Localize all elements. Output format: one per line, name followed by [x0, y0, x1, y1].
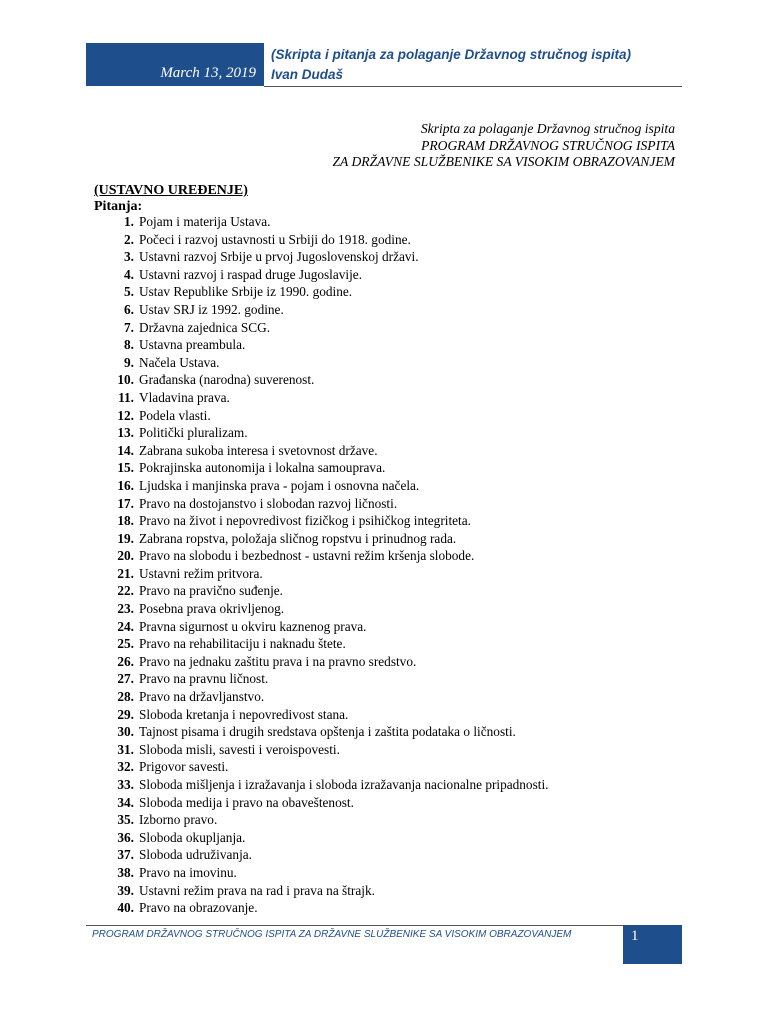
question-number: 34.	[117, 794, 134, 810]
title-line-1: Skripta za polaganje Državnog stručnog ispita	[420, 121, 675, 136]
question-text: Pravo na pravično suđenje.	[139, 583, 284, 599]
question-number: 29.	[117, 706, 134, 722]
section-header	[94, 183, 248, 215]
question-number: 11.	[118, 389, 134, 405]
question-number: 36.	[117, 829, 134, 845]
list-item	[94, 248, 694, 266]
question-text: Pravo na dostojanstvo i slobodan razvoj ličnosti.	[139, 495, 398, 511]
list-item	[94, 653, 694, 671]
list-item	[94, 512, 694, 530]
title-line-3: ZA DRŽAVNE SLUŽBENIKE SA VISOKIM OBRAZOVANJEM	[332, 154, 675, 169]
question-number: 22.	[117, 583, 134, 599]
question-text: Ljudska i manjinska prava - pojam i osnovna načela.	[139, 477, 420, 493]
question-number: 30.	[117, 724, 134, 740]
question-text: Pokrajinska autonomija i lokalna samouprava.	[139, 460, 386, 476]
list-item	[94, 301, 694, 319]
section-subheading: Pitanja:	[94, 199, 143, 214]
question-text: Podela vlasti.	[139, 407, 211, 423]
header-divider	[264, 86, 682, 87]
question-number: 33.	[117, 777, 134, 792]
list-item	[94, 882, 694, 900]
question-number: 17.	[117, 495, 134, 511]
question-text: Ustavni razvoj i raspad druge Jugoslavije.	[139, 266, 363, 282]
question-text: Zabrana sukoba interesa i svetovnost države.	[139, 442, 378, 458]
page-number-box	[623, 925, 682, 964]
list-item	[94, 336, 694, 354]
page-number: 1	[631, 928, 639, 944]
question-text: Pravo na imovinu.	[139, 864, 237, 880]
question-text: Ustavna preambula.	[139, 337, 246, 353]
question-number: 8.	[124, 337, 134, 353]
list-item	[94, 407, 694, 425]
list-item	[94, 829, 694, 847]
question-text: Pravo na rehabilitaciju i naknadu štete.	[139, 636, 346, 652]
list-item	[94, 776, 694, 794]
question-number: 21.	[117, 565, 134, 581]
list-item	[94, 741, 694, 759]
list-item	[94, 231, 694, 249]
question-text: Sloboda okupljanja.	[139, 829, 246, 845]
question-number: 16.	[117, 477, 134, 493]
list-item	[94, 899, 694, 917]
question-number: 14.	[117, 442, 134, 458]
list-item	[94, 635, 694, 653]
list-item	[94, 371, 694, 389]
question-list	[94, 213, 694, 917]
list-item	[94, 864, 694, 882]
list-item	[94, 706, 694, 724]
list-item	[94, 442, 694, 460]
list-item	[94, 266, 694, 284]
header-subtitle: (Skripta i pitanja za polaganje Državnog stručnog ispita)	[271, 47, 632, 62]
question-number: 26.	[117, 653, 134, 669]
list-item	[94, 354, 694, 372]
question-number: 18.	[117, 513, 134, 529]
list-item	[94, 477, 694, 495]
question-text: Ustav Republike Srbije iz 1990. godine.	[139, 284, 353, 300]
question-number: 6.	[124, 301, 134, 317]
footer-text: PROGRAM DRŽAVNOG STRUČNOG ISPITA ZA DRŽAVNE SLUŽBENIKE SA VISOKIM OBRAZOVANJEM	[92, 929, 572, 940]
question-text: Ustav SRJ iz 1992. godine.	[139, 301, 284, 317]
list-item	[94, 565, 694, 583]
list-item	[94, 670, 694, 688]
list-item	[94, 495, 694, 513]
question-text: Ustavni režim prava na rad i prava na štrajk.	[139, 882, 375, 898]
header-date-box	[86, 43, 264, 86]
question-number: 35.	[117, 812, 134, 828]
list-item	[94, 530, 694, 548]
question-text: Pojam i materija Ustava.	[139, 214, 271, 229]
question-number: 13.	[117, 425, 134, 441]
question-text: Pravna sigurnost u okviru kaznenog prava.	[139, 618, 367, 634]
question-number: 1.	[124, 214, 134, 229]
list-item	[94, 811, 694, 829]
footer-divider	[86, 925, 623, 926]
question-text: Ustavni razvoj Srbije u prvoj Jugoslovenskoj državi.	[139, 249, 419, 265]
list-item	[94, 319, 694, 337]
question-text: Ustavni režim pritvora.	[139, 565, 263, 581]
question-text: Sloboda medija i pravo na obaveštenost.	[139, 794, 354, 810]
list-item	[94, 547, 694, 565]
question-text: Načela Ustava.	[139, 354, 220, 370]
list-item	[94, 459, 694, 477]
header-date: March 13, 2019	[160, 65, 256, 81]
question-number: 9.	[124, 354, 134, 370]
list-item	[94, 213, 694, 231]
question-text: Sloboda udruživanja.	[139, 847, 252, 863]
question-text: Počeci i razvoj ustavnosti u Srbiji do 1918. godine.	[139, 231, 411, 247]
title-line-2: PROGRAM DRŽAVNOG STRUČNOG ISPITA	[421, 137, 675, 153]
question-number: 38.	[117, 864, 134, 880]
list-item	[94, 389, 694, 407]
question-number: 40.	[117, 900, 134, 916]
list-item	[94, 582, 694, 600]
list-item	[94, 283, 694, 301]
question-number: 23.	[117, 601, 134, 617]
question-text: Sloboda mišljenja i izražavanja i sloboda izražavanja nacionalne pripadnosti.	[139, 777, 549, 792]
document-title-block	[332, 121, 675, 171]
question-number: 15.	[117, 460, 134, 476]
question-text: Pravo na državljanstvo.	[139, 689, 265, 705]
list-item	[94, 688, 694, 706]
question-number: 7.	[124, 319, 134, 335]
list-item	[94, 600, 694, 618]
list-item	[94, 846, 694, 864]
list-item	[94, 758, 694, 776]
question-text: Pravo na pravnu ličnost.	[139, 671, 269, 687]
question-number: 31.	[117, 741, 134, 757]
question-text: Sloboda kretanja i nepovredivost stana.	[139, 706, 349, 722]
question-number: 28.	[117, 689, 134, 705]
question-number: 20.	[117, 548, 134, 564]
question-text: Sloboda misli, savesti i veroispovesti.	[139, 741, 340, 757]
question-number: 24.	[117, 618, 134, 634]
question-text: Izborno pravo.	[139, 812, 218, 828]
header-title	[271, 45, 631, 85]
question-number: 19.	[117, 530, 134, 546]
question-number: 3.	[124, 249, 134, 265]
question-number: 39.	[117, 882, 134, 898]
question-text: Pravo na obrazovanje.	[139, 900, 258, 916]
question-number: 32.	[117, 759, 134, 775]
question-text: Tajnost pisama i drugih sredstava opštenja i zaštita podataka o ličnosti.	[139, 724, 516, 740]
list-item	[94, 424, 694, 442]
question-text: Pravo na život i nepovredivost fizičkog i psihičkog integriteta.	[139, 513, 471, 529]
question-number: 25.	[117, 636, 134, 652]
header-author: Ivan Dudaš	[271, 67, 344, 82]
list-item	[94, 794, 694, 812]
list-item	[94, 618, 694, 636]
question-text: Politički pluralizam.	[139, 425, 248, 441]
question-text: Građanska (narodna) suverenost.	[139, 372, 315, 388]
question-number: 4.	[124, 266, 134, 282]
question-number: 10.	[117, 372, 134, 388]
question-text: Vladavina prava.	[139, 389, 230, 405]
question-number: 27.	[117, 671, 134, 687]
question-text: Zabrana ropstva, položaja sličnog ropstvu i prinudnog rada.	[139, 530, 457, 546]
question-text: Pravo na slobodu i bezbednost - ustavni režim kršenja slobode.	[139, 548, 475, 564]
question-text: Posebna prava okrivljenog.	[139, 601, 285, 617]
question-number: 5.	[124, 284, 134, 300]
section-heading: (USTAVNO UREĐENJE)	[94, 183, 248, 198]
question-number: 37.	[117, 847, 134, 863]
question-text: Državna zajednica SCG.	[139, 319, 271, 335]
question-number: 2.	[124, 231, 134, 247]
question-text: Pravo na jednaku zaštitu prava i na pravno sredstvo.	[139, 653, 417, 669]
question-number: 12.	[117, 407, 134, 423]
question-text: Prigovor savesti.	[139, 759, 229, 775]
list-item	[94, 723, 694, 741]
